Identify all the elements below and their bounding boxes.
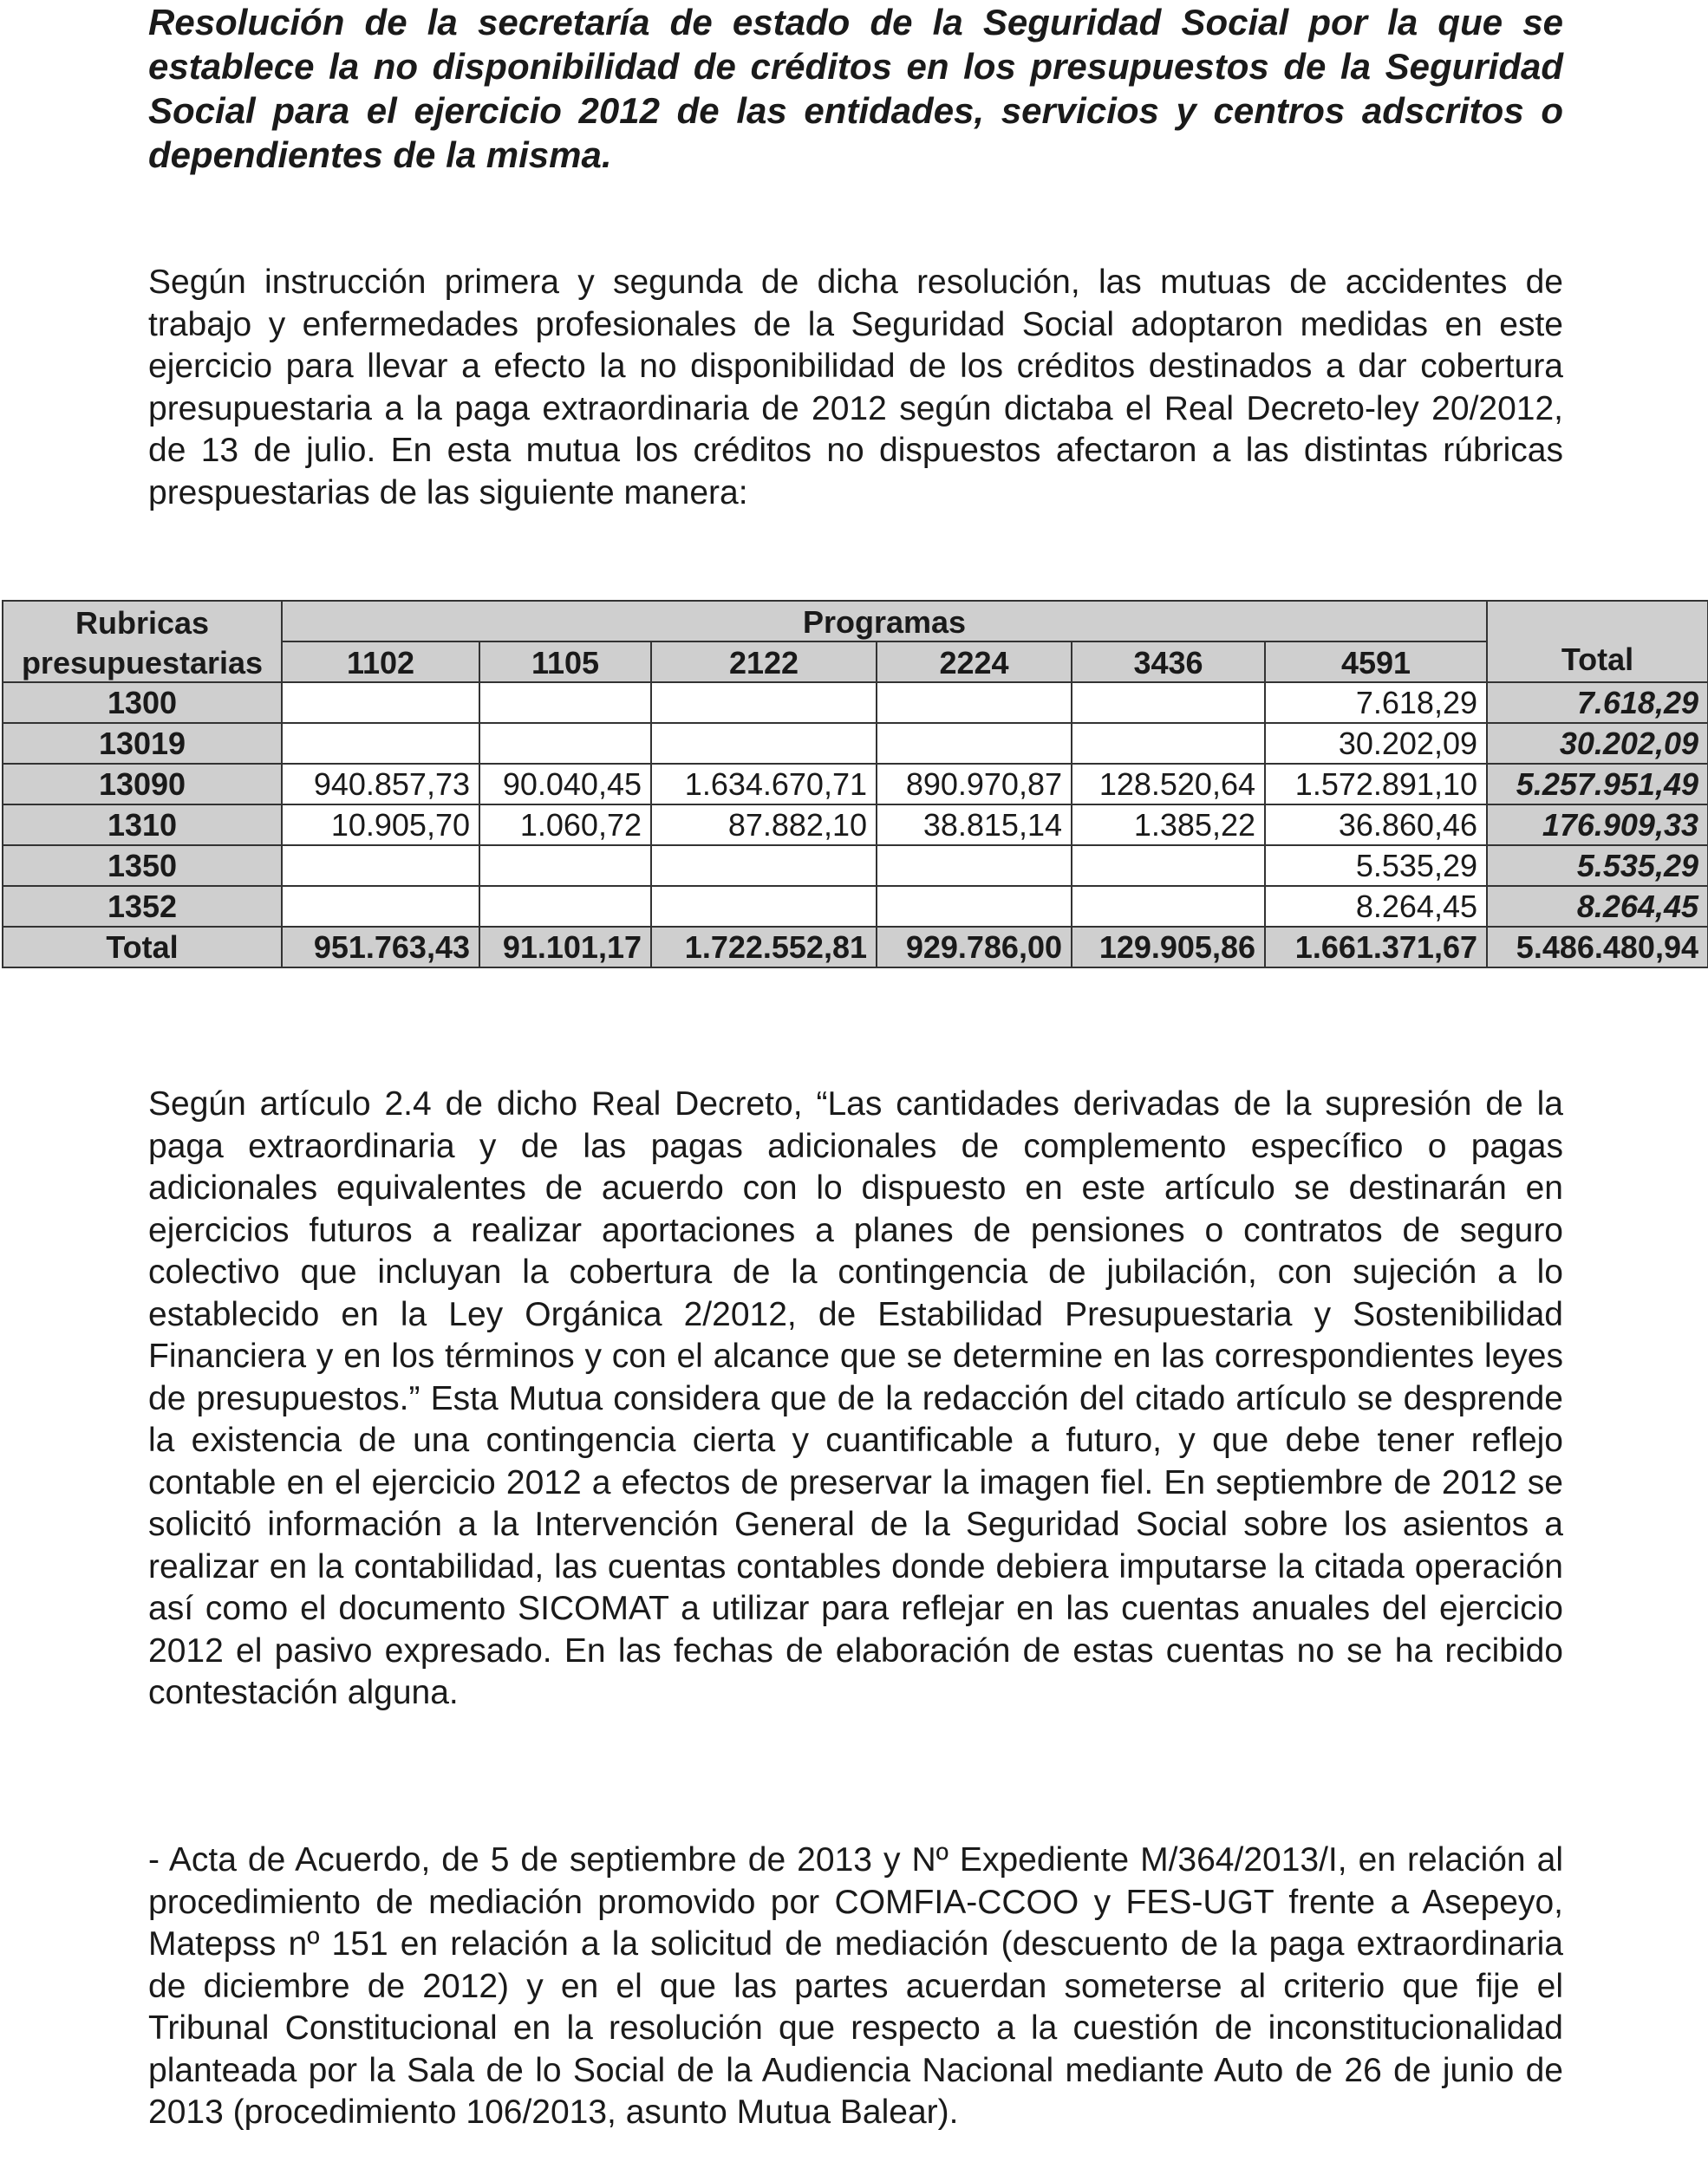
paragraph-acta-acuerdo: - Acta de Acuerdo, de 5 de septiembre de 2013 y Nº Expediente M/364/2013/I, en relación al procedimiento de mediación promovido por COMFIA-CCOO y FES-UGT frente a Asepeyo, Matepss nº 151 en relación a la solicitud de mediación (descuento de la paga extraordinaria de diciembre de 2012) y en el que las partes acuerdan someterse al criterio que fije el Tribunal Constitucional en la resolución que respecto a la cuestión de inconstitucionalidad planteada por la Sala de lo Social de la Audiencia Nacional mediante Auto de 26 de junio de 2013 (procedimiento 106/2013, asunto Mutua Balear). <box>148 1841 1563 2131</box>
row-total: 176.909,33 <box>1487 804 1708 845</box>
row-label: 13019 <box>3 723 282 764</box>
table-header-row-2 <box>3 641 1708 682</box>
table-cell <box>282 886 479 927</box>
table-cell: 940.857,73 <box>282 764 479 804</box>
table-cell <box>479 886 651 927</box>
paragraph-instruccion: Según instrucción primera y segunda de dicha resolución, las mutuas de accidentes de trabajo y enfermedades profesionales de la Seguridad Social adoptaron medidas en este ejercicio para llevar a efecto la no disponibilidad de los créditos destinados a dar cobertura presupuestaria a la paga extraordinaria de 2012 según dictaba el Real Decreto-ley 20/2012, de 13 de julio. En esta mutua los créditos no dispuestos afectaron a las distintas rúbricas prespuestarias de las siguiente manera: <box>148 264 1563 511</box>
row-total: 5.535,29 <box>1487 845 1708 886</box>
table-cell <box>1072 682 1265 723</box>
table-cell <box>1072 845 1265 886</box>
header-program: 3436 <box>1072 641 1265 682</box>
table-cell <box>651 886 877 927</box>
table-cell <box>479 845 651 886</box>
table-cell: 5.535,29 <box>1265 845 1487 886</box>
row-label: 1350 <box>3 845 282 886</box>
total-cell: 129.905,86 <box>1072 927 1265 967</box>
header-total: Total <box>1487 641 1708 682</box>
header-rubricas-line2: presupuestarias <box>3 641 282 682</box>
table-cell <box>651 723 877 764</box>
table-cell: 7.618,29 <box>1265 682 1487 723</box>
table-row <box>3 723 1708 764</box>
total-cell: 1.722.552,81 <box>651 927 877 967</box>
table-cell <box>651 682 877 723</box>
row-total: 7.618,29 <box>1487 682 1708 723</box>
header-program: 1102 <box>282 641 479 682</box>
table-cell <box>877 886 1072 927</box>
table-cell: 30.202,09 <box>1265 723 1487 764</box>
row-label: 1300 <box>3 682 282 723</box>
table-header-row-1 <box>3 601 1708 641</box>
row-total: 5.257.951,49 <box>1487 764 1708 804</box>
table-cell <box>877 723 1072 764</box>
row-total: 30.202,09 <box>1487 723 1708 764</box>
document-title: Resolución de la secretaría de estado de la Seguridad Social por la que se establece la no disponibilidad de créditos en los presupuestos de la Seguridad Social para el ejercicio 2012 de las entidades, servicios y centros adscritos o dependientes de la misma. <box>148 2 1563 175</box>
table-cell: 90.040,45 <box>479 764 651 804</box>
table-cell <box>282 723 479 764</box>
table-cell <box>877 682 1072 723</box>
total-cell: 1.661.371,67 <box>1265 927 1487 967</box>
table-cell: 1.634.670,71 <box>651 764 877 804</box>
table-cell <box>1072 886 1265 927</box>
table-row <box>3 845 1708 886</box>
row-label: 13090 <box>3 764 282 804</box>
table-cell: 10.905,70 <box>282 804 479 845</box>
header-program: 2122 <box>651 641 877 682</box>
table-cell <box>877 845 1072 886</box>
header-program: 2224 <box>877 641 1072 682</box>
total-cell: 951.763,43 <box>282 927 479 967</box>
header-program: 1105 <box>479 641 651 682</box>
paragraph-articulo: Según artículo 2.4 de dicho Real Decreto, “Las cantidades derivadas de la supresión de la paga extraordinaria y de las pagas adicionales de complemento específico o pagas adicionales equivalentes de acuerdo con lo dispuesto en este artículo se destinarán en ejercicios futuros a realizar aportaciones a planes de pensiones o contratos de seguro colectivo que incluyan la cobertura de la contingencia de jubilación, con sujeción a lo establecido en la Ley Orgánica 2/2012, de Estabilidad Presupuestaria y Sostenibilidad Financiera y en los términos y con el alcance que se determine en las correspondientes leyes de presupuestos.” Esta Mutua considera que de la redacción del citado artículo se desprende la existencia de una contingencia cierta y cuantificable a futuro, y que debe tener reflejo contable en el ejercicio 2012 a efectos de preservar la imagen fiel. En septiembre de 2012 se solicitó información a la Intervención General de la Seguridad Social sobre los asientos a realizar en la contabilidad, las cuentas contables donde debiera imputarse la citada operación así como el documento SICOMAT a utilizar para reflejar en las cuentas anuales del ejercicio 2012 el pasivo expresado. En las fechas de elaboración de estas cuentas no se ha recibido contestación alguna. <box>148 1085 1563 1711</box>
table-total-row <box>3 927 1708 967</box>
budget-table <box>2 600 1708 968</box>
table-cell: 1.385,22 <box>1072 804 1265 845</box>
table-cell: 8.264,45 <box>1265 886 1487 927</box>
table-cell: 87.882,10 <box>651 804 877 845</box>
table-cell <box>282 682 479 723</box>
table-row <box>3 804 1708 845</box>
table-cell: 128.520,64 <box>1072 764 1265 804</box>
row-label: 1352 <box>3 886 282 927</box>
header-total-top <box>1487 601 1708 641</box>
table-cell: 36.860,46 <box>1265 804 1487 845</box>
table-cell <box>479 682 651 723</box>
table-cell: 38.815,14 <box>877 804 1072 845</box>
total-cell: 91.101,17 <box>479 927 651 967</box>
grand-total: 5.486.480,94 <box>1487 927 1708 967</box>
row-label: 1310 <box>3 804 282 845</box>
table-cell: 1.572.891,10 <box>1265 764 1487 804</box>
table-cell <box>651 845 877 886</box>
total-cell: 929.786,00 <box>877 927 1072 967</box>
table-cell <box>1072 723 1265 764</box>
table-cell: 1.060,72 <box>479 804 651 845</box>
total-row-label: Total <box>3 927 282 967</box>
table-row <box>3 886 1708 927</box>
header-program: 4591 <box>1265 641 1487 682</box>
table-row <box>3 682 1708 723</box>
table-cell <box>479 723 651 764</box>
header-programas: Programas <box>282 601 1487 641</box>
table-row <box>3 764 1708 804</box>
table-cell <box>282 845 479 886</box>
table-cell: 890.970,87 <box>877 764 1072 804</box>
header-rubricas-line1: Rubricas <box>3 601 282 641</box>
row-total: 8.264,45 <box>1487 886 1708 927</box>
